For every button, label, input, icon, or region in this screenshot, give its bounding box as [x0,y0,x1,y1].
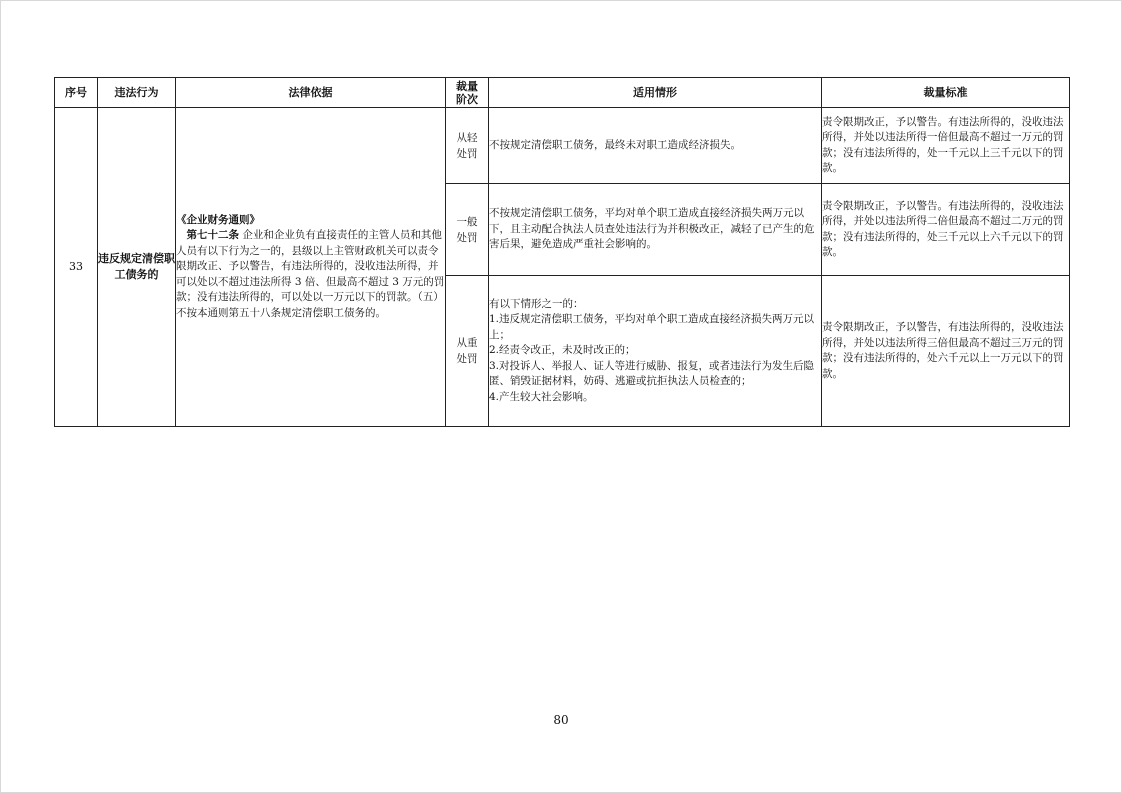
situation-item: 3.对投诉人、举报人、证人等进行威胁、报复，或者违法行为发生后隐匿、销毁证据材料，妨碍、逃避或抗拒执法人员检查的； [489,359,815,388]
situation-intro: 有以下情形之一的： [489,297,584,310]
header-situation: 适用情形 [489,78,822,108]
table-header-row [55,78,1070,108]
law-title: 《企业财务通则》 [176,213,260,226]
cell-level-light [446,108,489,184]
cell-standard-general: 责令限期改正，予以警告。有违法所得的，没收违法所得，并处以违法所得二倍但最高不超过二万元的罚款；没有违法所得的，处三千元以上六千元以下的罚款。 [822,184,1070,276]
situation-item: 2.经责令改正，未及时改正的； [489,344,636,357]
cell-situation-light: 不按规定清偿职工债务，最终未对职工造成经济损失。 [489,108,822,184]
page-number: 80 [553,713,569,727]
penalty-discretion-table [54,77,1070,427]
cell-act: 违反规定清偿职工债务的 [98,108,176,427]
article-text: 企业和企业负有直接责任的主管人员和其他人员有以下行为之一的，县级以上主管财政机关可以责令限期改正、予以警告，有违法所得的，没收违法所得，并可以处以不超过违法所得 3 倍、但最高不超过 3 万元的罚款；没有违法所得的，可以处以一万元以下的罚款。（五）不按本通则第五十八条规定清偿职工债务的。 [176,229,445,319]
cell-level-general [446,184,489,276]
header-level [446,78,489,108]
cell-basis [176,108,446,427]
level-heavy-label: 从重处罚 [456,337,478,365]
article-paragraph [176,228,445,321]
situation-item: 4.产生较大社会影响。 [489,390,594,403]
header-basis: 法律依据 [176,78,446,108]
cell-seq: 33 [55,108,98,427]
situation-item: 1.违反规定清偿职工债务，平均对单个职工造成直接经济损失两万元以上； [489,313,815,341]
cell-situation-heavy [489,276,822,427]
header-act: 违法行为 [98,78,176,108]
header-level-line2: 阶次 [456,92,478,106]
header-level-line1: 裁量 [456,79,478,93]
article-number: 第七十二条 [186,229,239,242]
header-seq: 序号 [55,78,98,108]
cell-situation-general: 不按规定清偿职工债务，平均对单个职工造成直接经济损失两万元以下，且主动配合执法人员查处违法行为并积极改正，减轻了已产生的危害后果，避免造成严重社会影响的。 [489,184,822,276]
cell-standard-light: 责令限期改正，予以警告。有违法所得的，没收违法所得，并处以违法所得一倍但最高不超过一万元的罚款；没有违法所得的，处一千元以上三千元以下的罚款。 [822,108,1070,184]
cell-level-heavy [446,276,489,427]
header-standard: 裁量标准 [822,78,1070,108]
cell-standard-heavy: 责令限期改正，予以警告，有违法所得的，没收违法所得，并处以违法所得三倍但最高不超过三万元的罚款；没有违法所得的，处六千元以上一万元以下的罚款。 [822,276,1070,427]
level-general-label: 一般处罚 [456,215,478,244]
level-light-label: 从轻处罚 [456,131,478,160]
table-row-light [55,108,1070,184]
